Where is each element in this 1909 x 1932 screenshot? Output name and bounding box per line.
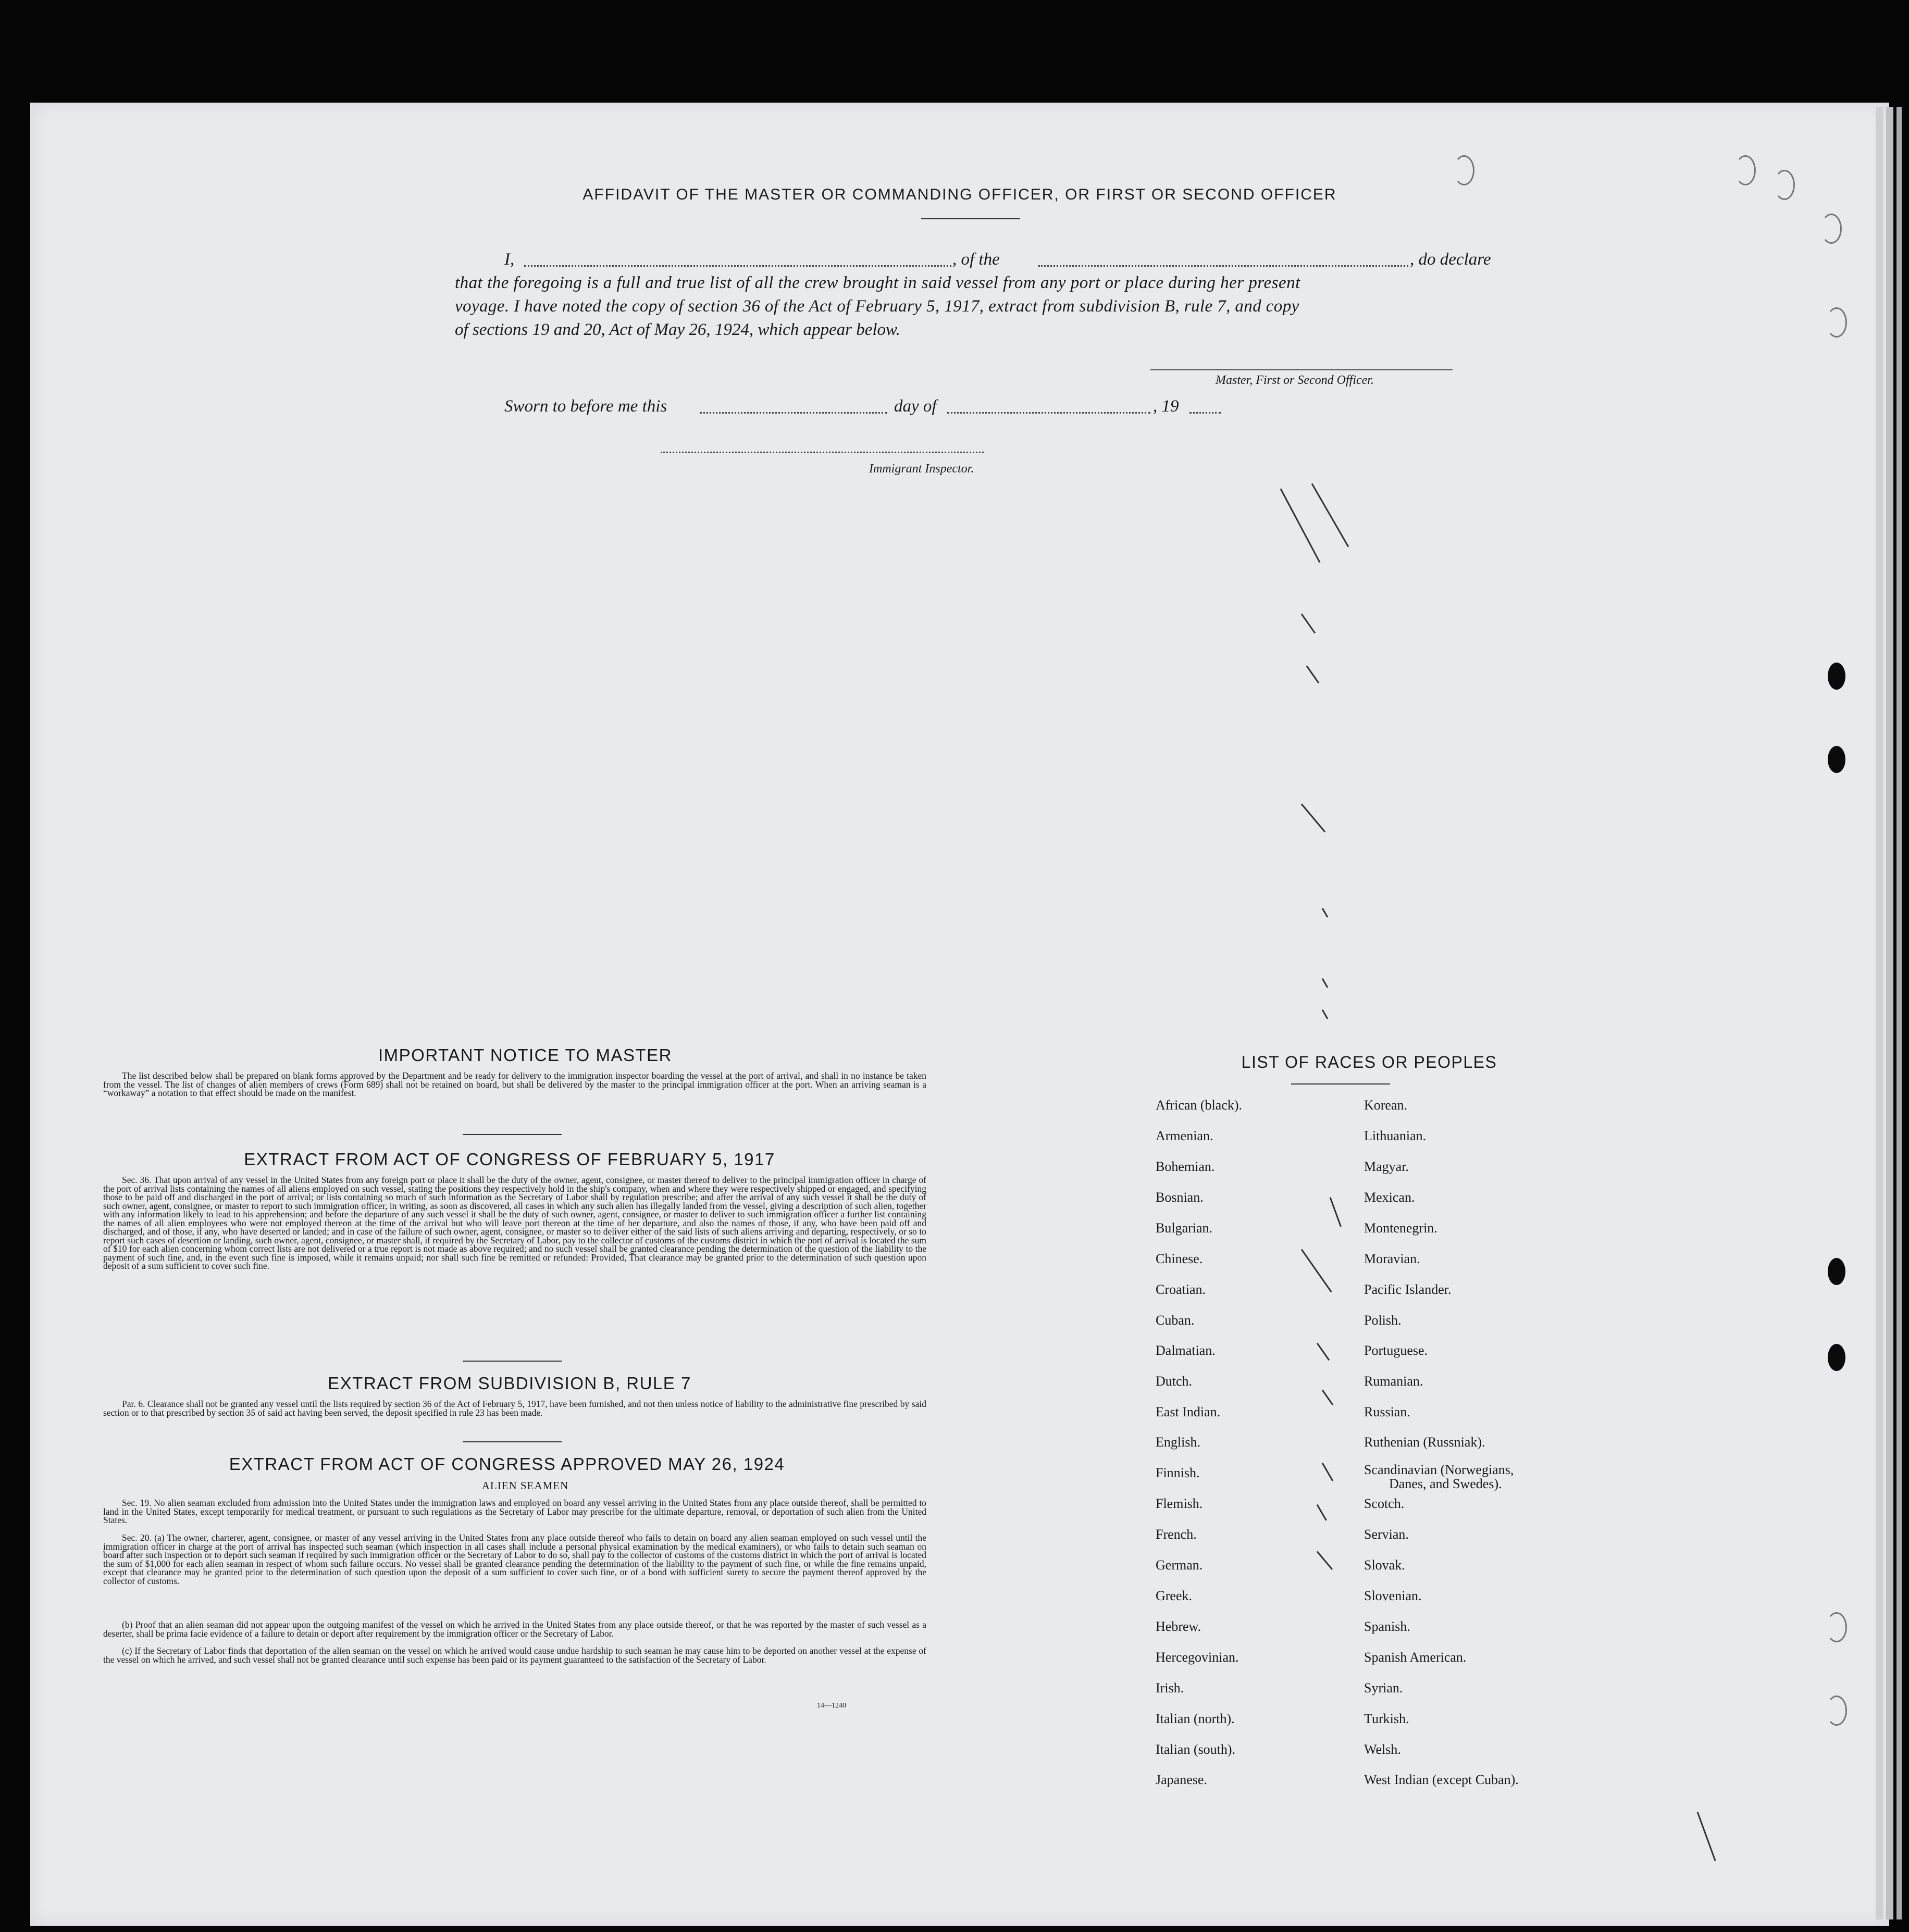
sworn-day-field[interactable]: [700, 412, 887, 414]
signature-label: Master, First or Second Officer.: [1216, 373, 1374, 387]
notice-text: The list described below shall be prepared on blank forms approved by the Department and be ready for delivery to the immigration inspector boarding the vessel at the port of arrival, and shall in no instance be taken from the vessel. The list of changes of alien members of crews (Form 689) shall not be retained on board, but shall be delivered by the master to the principal immigration officer at the port. When an arriving seaman is a “workaway” a notation to that effect should be made on the manifest.: [103, 1070, 926, 1098]
notice-rule: [463, 1134, 562, 1135]
race-chinese: Chinese.: [1156, 1251, 1203, 1266]
pen-mark: [1322, 1390, 1334, 1405]
race-bohemian: Bohemian.: [1156, 1159, 1215, 1174]
race-croatian: Croatian.: [1156, 1282, 1206, 1297]
pen-mark: [1301, 614, 1316, 634]
page-edge: [1886, 107, 1893, 1919]
pen-mark: [1330, 1197, 1342, 1227]
page-edge: [1896, 107, 1902, 1919]
race-pacific-islander: Pacific Islander.: [1364, 1282, 1452, 1297]
corner-stamp: [0, 57, 83, 89]
pen-mark: [1317, 1343, 1330, 1361]
affidavit-i-label: I,: [504, 250, 515, 269]
race-scandinavian: Scandinavian (Norwegians,: [1364, 1462, 1514, 1477]
race-scandinavian-cont: Danes, and Swedes).: [1389, 1476, 1502, 1491]
sec-20b-text: (b) Proof that an alien seaman did not appear upon the outgoing manifest of the vessel on which he arrived in the United States from any place outside thereof, or that he was reported by the master of such vessel as a deserter, shall be prima facie evidence of a failure to detain or deport after requirement by the immigration officer or the Secretary of Labor.: [103, 1619, 926, 1639]
sec-20a-text: Sec. 20. (a) The owner, charterer, agent, consignee, or master of any vessel arriving in the United States from any place outside thereof who fails to detain on board any alien seaman employed on such vessel until the immigration officer in charge at the port of arrival has inspected such seaman (which inspection in all cases shall include a personal physical examination by the medical examiners), or who fails to detain such seaman on board after such inspection or to deport such seaman if required by such immigration officer or the Secretary of Labor to do so, shall pay to the collector of customs of the customs district in which the port of arrival is located the sum of $1,000 for each alien seaman in respect of whom such failure occurs. No vessel shall be granted clearance pending the determination of the liability to the payment of such fine, or while the fine remains unpaid, except that clearance may be granted prior to the determination of such question upon the deposit of a sum sufficient to cover such fine, or of a bond with sufficient surety to secure the payment thereof approved by the collector of customs.: [103, 1532, 926, 1586]
race-montenegrin: Montenegrin.: [1364, 1220, 1437, 1236]
extract-rule7-text: Par. 6. Clearance shall not be granted any vessel until the lists required by section 36 of the Act of February 5, 1917, have been furnished, and not then unless notice of liability to the administrative fine prescribed by said section or to that prescribed by section 35 of said act having been served, the deposit specified in rule 23 has been made.: [103, 1399, 926, 1418]
extract-rule7-rule: [463, 1441, 562, 1442]
race-bosnian: Bosnian.: [1156, 1190, 1204, 1205]
title-rule: [921, 218, 1020, 219]
affidavit-title: AFFIDAVIT OF THE MASTER OR COMMANDING OFFICER, OR FIRST OR SECOND OFFICER: [582, 186, 1337, 203]
day-of-label: day of: [894, 397, 937, 416]
race-bulgarian: Bulgarian.: [1156, 1220, 1213, 1236]
race-flemish: Flemish.: [1156, 1496, 1203, 1511]
affidavit-line-4: of sections 19 and 20, Act of May 26, 1924, which appear below.: [455, 320, 900, 339]
race-french: French.: [1156, 1527, 1197, 1542]
race-spanish: Spanish.: [1364, 1619, 1410, 1634]
race-korean: Korean.: [1364, 1098, 1408, 1113]
binder-hole: [1828, 746, 1845, 773]
binder-hole: [1826, 307, 1847, 338]
pen-mark: [1280, 489, 1321, 563]
race-russian: Russian.: [1364, 1404, 1410, 1419]
year-prefix: , 19: [1153, 397, 1179, 416]
sec-20c-text: (c) If the Secretary of Labor finds that deportation of the alien seaman on the vessel on which he arrived would cause undue hardship to such seaman he may cause him to be deported on another vessel at the expense of the vessel on which he arrived, and such vessel shall not be granted clearance until such expense has been paid or its payment guaranteed to the satisfaction of the Secretary of Labor.: [103, 1646, 926, 1665]
extract-1917-rule: [463, 1361, 562, 1362]
declarant-name-field[interactable]: [524, 265, 951, 267]
race-scotch: Scotch.: [1364, 1496, 1405, 1511]
race-slovenian: Slovenian.: [1364, 1588, 1422, 1603]
race-spanish-american: Spanish American.: [1364, 1650, 1467, 1665]
pen-mark: [1322, 1009, 1329, 1019]
race-mexican: Mexican.: [1364, 1190, 1415, 1205]
affidavit-of-the: , of the: [952, 250, 1000, 269]
race-german: German.: [1156, 1557, 1203, 1573]
race-magyar: Magyar.: [1364, 1159, 1409, 1174]
binder-hole: [1735, 155, 1756, 185]
binder-hole: [1821, 214, 1842, 244]
extract-rule7-title: EXTRACT FROM SUBDIVISION B, RULE 7: [328, 1374, 691, 1393]
race-welsh: Welsh.: [1364, 1742, 1401, 1757]
extract-1917-text: Sec. 36. That upon arrival of any vessel in the United States from any foreign port or place it shall be the duty of the owner, agent, consignee, or master thereof to deliver to the principal immigration officer in charge of the port of arrival lists containing the names of all aliens employed on such vessel, stating the positions they respectively hold in the ship's company, when and where they were respectively shipped or engaged, and specifying those to be paid off and discharged in the port of arrival; or lists containing so much of such information as the Secretary of Labor shall by regulation prescribe; and after the arrival of any such vessel it shall be the duty of such owner, agent, consignee, or master to report to such immigration officer, in writing, as soon as discovered, all cases in which any such alien has illegally landed from the vessel, giving a description of such alien, together with any information likely to lead to his apprehension; and before the departure of any such vessel it shall be the duty of such owner, agent, consignee, or master to deliver to such immigration officer a further list containing the names of all alien employees who were not employed thereon at the time of the arrival but who will leave port thereon at the time of her departure, and also the names of those, if any, who have been paid off and discharged, and of those, if any, who have deserted or landed; and in case of the failure of such owner, agent, consignee, or master so to deliver either of the said lists of such aliens arriving and departing, respectively, or so to report such cases of desertion or landing, such owner, agent, consignee, or master shall, if required by the Secretary of Labor, pay to the collector of customs of the customs district in which the port of arrival is located the sum of $10 for each alien concerning whom correct lists are not delivered or a true report is not made as above required; and no such vessel shall be granted clearance pending the determination of the question of the liability to the payment of such fine, and, in the event such fine is imposed, while it remains unpaid; nor shall such fine be remitted or refunded: Provided, That clearance may be granted prior to the determination of such question upon deposit of a sum sufficient to cover such fine.: [103, 1175, 926, 1271]
races-rule: [1291, 1083, 1390, 1085]
binder-hole: [1828, 663, 1845, 690]
races-title: LIST OF RACES OR PEOPLES: [1241, 1053, 1497, 1071]
extract-1924-title: EXTRACT FROM ACT OF CONGRESS APPROVED MAY 26, 1924: [229, 1454, 785, 1474]
race-greek: Greek.: [1156, 1588, 1193, 1603]
pen-mark: [1301, 1249, 1332, 1293]
sworn-label: Sworn to before me this: [504, 397, 667, 416]
race-dalmatian: Dalmatian.: [1156, 1343, 1216, 1358]
pen-mark: [1301, 804, 1325, 833]
race-east-indian: East Indian.: [1156, 1404, 1221, 1419]
binder-hole: [1826, 1696, 1847, 1726]
race-hercegovinian: Hercegovinian.: [1156, 1650, 1239, 1665]
sworn-year-field[interactable]: [1189, 412, 1221, 414]
inspector-label: Immigrant Inspector.: [869, 462, 974, 476]
signature-line[interactable]: [1150, 369, 1453, 370]
race-english: English.: [1156, 1435, 1200, 1450]
sec-19-text: Sec. 19. No alien seaman excluded from admission into the United States under the immigration laws and employed on board any vessel arriving in the United States from any place outside thereof, shall be permitted to land in the United States, except temporarily for medical treatment, or pursuant to such regulations as the Secretary of Labor may prescribe for the ultimate departure, removal, or deportation of such alien from the United States.: [103, 1498, 926, 1525]
notice-title: IMPORTANT NOTICE TO MASTER: [378, 1045, 672, 1065]
race-lithuanian: Lithuanian.: [1364, 1128, 1427, 1143]
race-polish: Polish.: [1364, 1313, 1402, 1328]
pen-mark: [1322, 908, 1329, 918]
extract-1917-title: EXTRACT FROM ACT OF CONGRESS OF FEBRUARY 5, 1917: [244, 1150, 775, 1169]
pen-mark: [1322, 1463, 1334, 1481]
race-portuguese: Portuguese.: [1364, 1343, 1428, 1358]
race-moravian: Moravian.: [1364, 1251, 1420, 1266]
race-african: African (black).: [1156, 1098, 1243, 1113]
race-ruthenian: Ruthenian (Russniak).: [1364, 1435, 1485, 1450]
vessel-name-field[interactable]: [1038, 265, 1408, 267]
race-rumanian: Rumanian.: [1364, 1374, 1423, 1389]
affidavit-line-2: that the foregoing is a full and true list of all the crew brought in said vessel from any port or place during her present: [455, 273, 1300, 292]
race-syrian: Syrian.: [1364, 1680, 1403, 1696]
race-dutch: Dutch.: [1156, 1374, 1193, 1389]
pen-mark: [1697, 1812, 1716, 1861]
document-page: [30, 103, 1889, 1926]
race-italian-north: Italian (north).: [1156, 1711, 1235, 1726]
race-west-indian: West Indian (except Cuban).: [1364, 1772, 1519, 1787]
binder-hole: [1828, 1258, 1845, 1285]
form-number: 14—1240: [817, 1702, 846, 1710]
pen-mark: [1317, 1504, 1327, 1521]
binder-hole: [1774, 170, 1795, 200]
race-hebrew: Hebrew.: [1156, 1619, 1201, 1634]
affidavit-do-declare: , do declare: [1410, 250, 1491, 269]
race-cuban: Cuban.: [1156, 1313, 1195, 1328]
race-armenian: Armenian.: [1156, 1128, 1213, 1143]
race-japanese: Japanese.: [1156, 1772, 1207, 1787]
binder-hole: [1828, 1344, 1845, 1371]
race-servian: Servian.: [1364, 1527, 1409, 1542]
pen-mark: [1306, 666, 1319, 683]
page-edge: [1876, 107, 1883, 1919]
alien-seamen-subtitle: ALIEN SEAMEN: [481, 1479, 569, 1492]
race-finnish: Finnish.: [1156, 1465, 1200, 1480]
race-turkish: Turkish.: [1364, 1711, 1409, 1726]
race-slovak: Slovak.: [1364, 1557, 1405, 1573]
inspector-signature-line[interactable]: [661, 452, 984, 453]
pen-mark: [1322, 978, 1329, 988]
affidavit-line-3: voyage. I have noted the copy of section 36 of the Act of February 5, 1917, extract from subdivision B, rule 7, and copy: [455, 297, 1299, 316]
sworn-month-field[interactable]: [947, 412, 1150, 414]
race-irish: Irish.: [1156, 1680, 1184, 1696]
pen-mark: [1311, 483, 1349, 547]
race-italian-south: Italian (south).: [1156, 1742, 1236, 1757]
binder-hole: [1826, 1612, 1847, 1642]
pen-mark: [1317, 1551, 1333, 1570]
binder-hole: [1454, 155, 1474, 185]
